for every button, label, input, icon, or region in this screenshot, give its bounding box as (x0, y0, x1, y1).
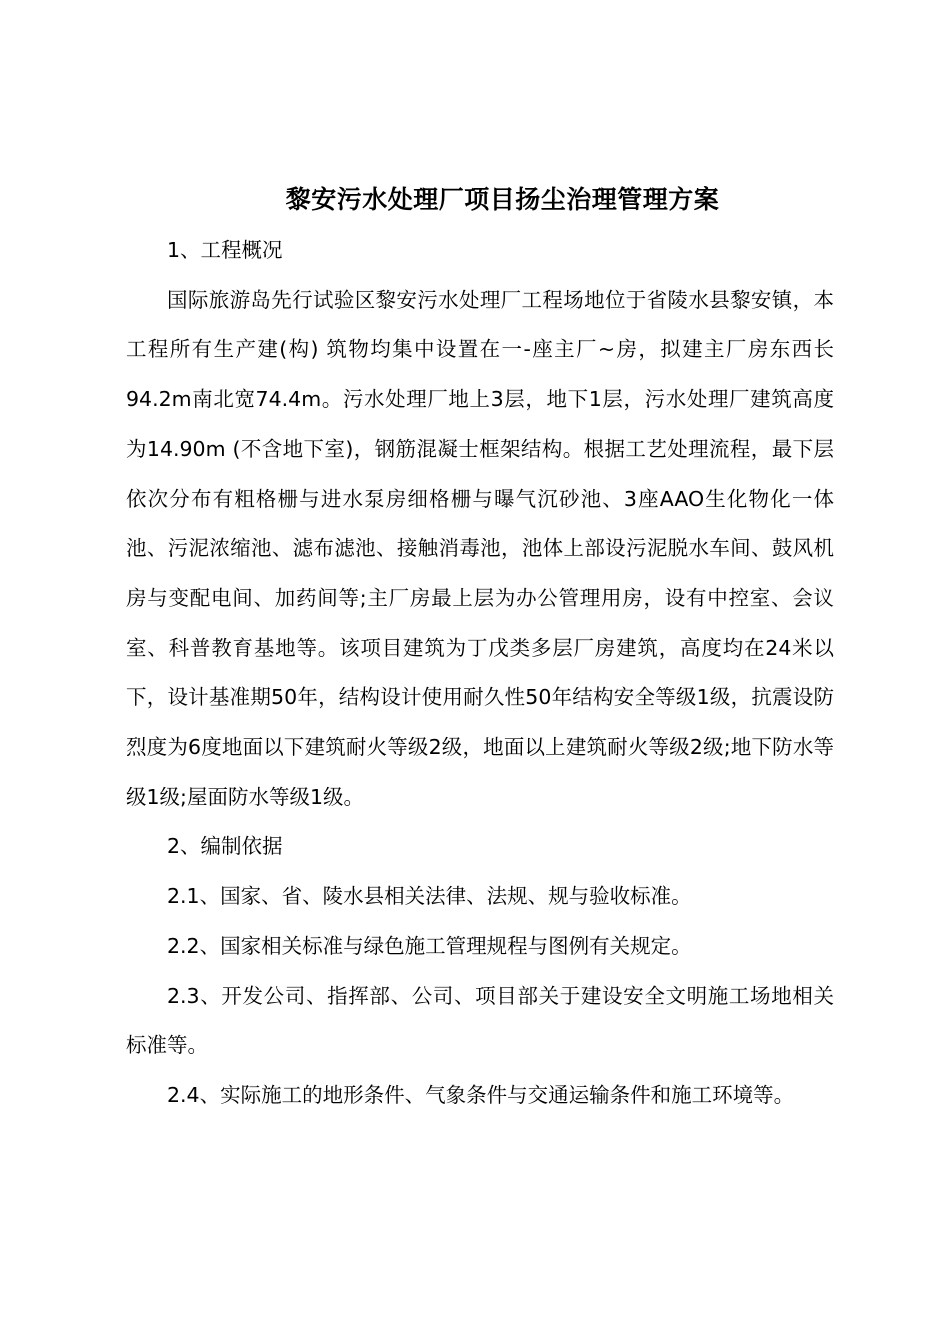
paragraph-basis-2-1: 2.1、国家、省、陵水县相关法律、法规、规与验收标准。 (167, 884, 692, 909)
section-heading-basis: 2、编制依据 (167, 834, 283, 859)
paragraph-project-overview: 国际旅游岛先行试验区黎安污水处理厂工程场地位于省陵水县黎安镇，本工程所有生产建(构) 筑物均集中设置在一-座主厂~房，拟建主厂房东西长94.2m南北宽74.4m。污水处理厂地上3层，地下1层，污水处理厂建筑高度为14.90m (不含地下室)，钢筋混凝士框架结构。根据工艺处理流程，最下层依次分布有粗格栅与进水泵房细格栅与曝气沉砂池、3座AAO生化物化一体池、污泥浓缩池、滤布滤池、接触消毒池，池体上部设污泥脱水车间、鼓风机房与变配电间、加药间等;主厂房最上层为办公管理用房，设有中控室、会议室、科普教育基地等。该项目建筑为丁戊类多层厂房建筑，高度均在24米以下，设计基准期50年，结构设计使用耐久性50年结构安全等级1级，抗震设防烈度为6度地面以下建筑耐火等级2级，地面以上建筑耐火等级2级;地下防水等级1级;屋面防水等级1级。 (126, 287, 834, 809)
paragraph-basis-2-3: 2.3、开发公司、指挥部、公司、项目部关于建设安全文明施工场地相关标准等。 (126, 983, 834, 1058)
document-body (126, 226, 834, 1121)
paragraph-basis-2-4: 2.4、实际施工的地形条件、气象条件与交通运输条件和施工环境等。 (167, 1082, 795, 1107)
paragraph-basis-2-2: 2.2、国家相关标准与绿色施工管理规程与图例有关规定。 (167, 933, 692, 958)
document-title: 黎安污水处理厂项目扬尘治理管理方案 (285, 185, 720, 214)
section-heading-overview: 1、工程概况 (167, 238, 283, 262)
